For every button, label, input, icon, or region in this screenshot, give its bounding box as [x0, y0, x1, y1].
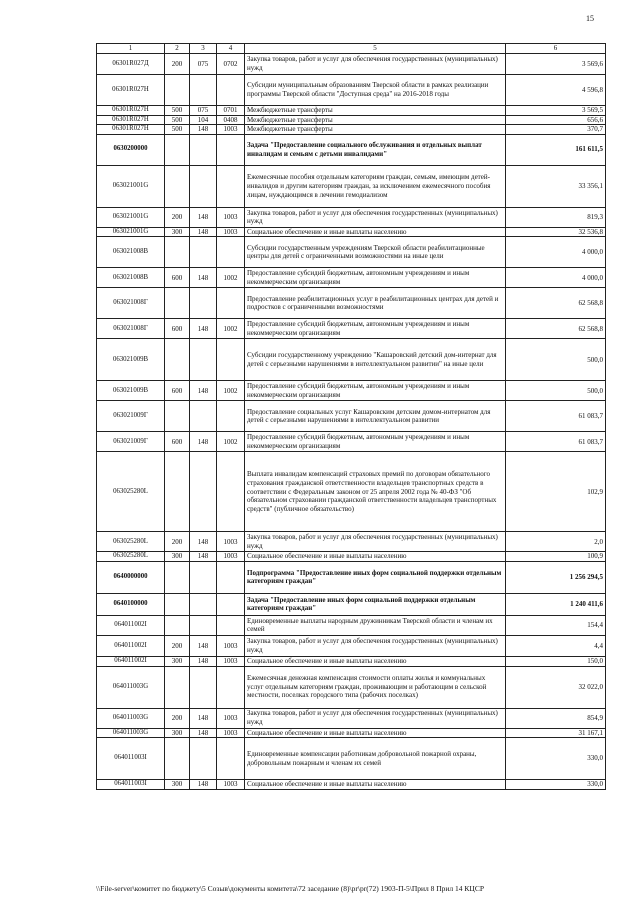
amount-cell: 3 569,5 [506, 106, 606, 116]
section-code-cell [217, 738, 245, 780]
expense-type-code-cell [165, 134, 190, 165]
ministry-code-cell: 148 [190, 780, 217, 790]
item-name-cell: Социальное обеспечение и иные выплаты населению [245, 656, 506, 666]
table-row [97, 728, 606, 738]
table-row [97, 432, 606, 452]
classification-code-cell: 063025280L [97, 552, 165, 562]
table-row [97, 532, 606, 552]
section-code-cell [217, 75, 245, 106]
classification-code-cell: 06301R027Н [97, 115, 165, 125]
item-name-cell: Ежемесячные пособия отдельным категориям граждан, семьям, имеющим детей-инвалидов и другим категориям граждан, за исключением ежемесячного пособия лицам, нуждающимся в лечении гемодиализом [245, 165, 506, 207]
section-code-cell [217, 288, 245, 319]
table-row [97, 780, 606, 790]
classification-code-cell: 063021009В [97, 381, 165, 401]
section-code-cell: 1002 [217, 381, 245, 401]
item-name-cell: Закупка товаров, работ и услуг для обеспечения государственных (муниципальных) нужд [245, 635, 506, 656]
item-name-cell: Ежемесячная денежная компенсация стоимости оплаты жилья и коммунальных услуг отдельным категориям граждан, проживающим и работающим в сельской местности, поселках городского типа (рабочих поселках) [245, 666, 506, 708]
amount-cell: 102,9 [506, 452, 606, 532]
amount-cell: 1 256 294,5 [506, 561, 606, 593]
table-row [97, 288, 606, 319]
expense-type-code-cell: 200 [165, 708, 190, 728]
item-name-cell: Единовременные компенсации работникам добровольной пожарной охраны, добровольным пожарным и членам их семей [245, 738, 506, 780]
item-name-cell: Субсидии государственным учреждениям Тверской области реабилитационные центры для детей с ограниченными возможностями на иные цели [245, 237, 506, 268]
section-code-cell: 0408 [217, 115, 245, 125]
table-row [97, 268, 606, 288]
table-row [97, 237, 606, 268]
section-code-cell: 1002 [217, 432, 245, 452]
section-code-cell [217, 593, 245, 615]
classification-code-cell: 063021008В [97, 237, 165, 268]
ministry-code-cell: 148 [190, 708, 217, 728]
expense-type-code-cell [165, 401, 190, 432]
amount-cell: 154,4 [506, 615, 606, 635]
classification-code-cell: 06301R027Н [97, 106, 165, 116]
item-name-cell: Предоставление субсидий бюджетным, автономным учреждениям и иным некоммерческим организациям [245, 381, 506, 401]
expense-type-code-cell: 200 [165, 532, 190, 552]
expense-type-code-cell [165, 165, 190, 207]
header-col-5: 5 [245, 44, 506, 54]
item-name-cell: Межбюджетные трансферты [245, 115, 506, 125]
table-row [97, 207, 606, 227]
ministry-code-cell: 148 [190, 227, 217, 237]
classification-code-cell: 064011003I [97, 738, 165, 780]
table-row [97, 54, 606, 75]
table-row [97, 227, 606, 237]
expense-type-code-cell [165, 666, 190, 708]
classification-code-cell: 064011003G [97, 728, 165, 738]
expense-type-code-cell: 500 [165, 125, 190, 135]
ministry-code-cell: 148 [190, 432, 217, 452]
ministry-code-cell [190, 452, 217, 532]
ministry-code-cell: 075 [190, 54, 217, 75]
section-code-cell: 1003 [217, 635, 245, 656]
table-row [97, 339, 606, 381]
table-row [97, 615, 606, 635]
item-name-cell: Субсидии государственному учреждению "Кашаровский детский дом-интернат для детей с серьезными нарушениями в интеллектуальном развитии" на иные цели [245, 339, 506, 381]
ministry-code-cell [190, 666, 217, 708]
item-name-cell: Закупка товаров, работ и услуг для обеспечения государственных (муниципальных) нужд [245, 532, 506, 552]
amount-cell: 161 611,5 [506, 134, 606, 165]
expense-type-code-cell: 500 [165, 106, 190, 116]
expense-type-code-cell: 600 [165, 268, 190, 288]
item-name-cell: Предоставление субсидий бюджетным, автономным учреждениям и иным некоммерческим организациям [245, 268, 506, 288]
amount-cell: 2,0 [506, 532, 606, 552]
section-code-cell [217, 339, 245, 381]
table-row [97, 656, 606, 666]
expense-type-code-cell: 600 [165, 432, 190, 452]
ministry-code-cell: 148 [190, 532, 217, 552]
section-code-cell: 0701 [217, 106, 245, 116]
expense-type-code-cell: 200 [165, 54, 190, 75]
section-code-cell: 1002 [217, 268, 245, 288]
classification-code-cell: 063021009Г [97, 432, 165, 452]
table-row [97, 635, 606, 656]
classification-code-cell: 064011003I [97, 780, 165, 790]
item-name-cell: Предоставление реабилитационных услуг в реабилитационных центрах для детей и подростков с ограниченными возможностями [245, 288, 506, 319]
page-number: 15 [586, 14, 594, 23]
amount-cell: 33 356,1 [506, 165, 606, 207]
expense-type-code-cell: 300 [165, 552, 190, 562]
expense-type-code-cell [165, 452, 190, 532]
classification-code-cell: 0630200000 [97, 134, 165, 165]
section-code-cell [217, 615, 245, 635]
item-name-cell: Закупка товаров, работ и услуг для обеспечения государственных (муниципальных) нужд [245, 708, 506, 728]
item-name-cell: Предоставление субсидий бюджетным, автономным учреждениям и иным некоммерческим организациям [245, 432, 506, 452]
classification-code-cell: 063021001G [97, 207, 165, 227]
section-code-cell [217, 237, 245, 268]
section-code-cell: 1003 [217, 227, 245, 237]
header-col-6: 6 [506, 44, 606, 54]
ministry-code-cell [190, 593, 217, 615]
section-code-cell [217, 165, 245, 207]
amount-cell: 62 568,8 [506, 288, 606, 319]
section-code-cell: 1003 [217, 708, 245, 728]
section-code-cell [217, 452, 245, 532]
item-name-cell: Единовременные выплаты народным дружинникам Тверской области и членам их семей [245, 615, 506, 635]
expense-type-code-cell [165, 237, 190, 268]
item-name-cell: Закупка товаров, работ и услуг для обеспечения государственных (муниципальных) нужд [245, 207, 506, 227]
expense-type-code-cell [165, 561, 190, 593]
table-row [97, 165, 606, 207]
ministry-code-cell [190, 165, 217, 207]
classification-code-cell: 0640100000 [97, 593, 165, 615]
amount-cell: 32 536,8 [506, 227, 606, 237]
header-col-3: 3 [190, 44, 217, 54]
table-row [97, 561, 606, 593]
item-name-cell: Социальное обеспечение и иные выплаты населению [245, 728, 506, 738]
expense-type-code-cell: 300 [165, 728, 190, 738]
section-code-cell [217, 561, 245, 593]
classification-code-cell: 064011002I [97, 635, 165, 656]
amount-cell: 62 568,8 [506, 319, 606, 339]
amount-cell: 500,0 [506, 339, 606, 381]
item-name-cell: Закупка товаров, работ и услуг для обеспечения государственных (муниципальных) нужд [245, 54, 506, 75]
amount-cell: 819,3 [506, 207, 606, 227]
ministry-code-cell: 148 [190, 381, 217, 401]
table-row [97, 401, 606, 432]
amount-cell: 3 569,6 [506, 54, 606, 75]
ministry-code-cell [190, 339, 217, 381]
classification-code-cell: 06301R027Н [97, 125, 165, 135]
expense-type-code-cell: 600 [165, 319, 190, 339]
amount-cell: 854,9 [506, 708, 606, 728]
table-row [97, 381, 606, 401]
amount-cell: 1 240 411,6 [506, 593, 606, 615]
ministry-code-cell [190, 134, 217, 165]
amount-cell: 32 022,0 [506, 666, 606, 708]
expense-type-code-cell: 200 [165, 207, 190, 227]
item-name-cell: Социальное обеспечение и иные выплаты населению [245, 227, 506, 237]
expense-type-code-cell [165, 75, 190, 106]
section-code-cell [217, 666, 245, 708]
amount-cell: 370,7 [506, 125, 606, 135]
table-row [97, 134, 606, 165]
ministry-code-cell: 148 [190, 552, 217, 562]
table-row [97, 708, 606, 728]
section-code-cell: 1003 [217, 780, 245, 790]
amount-cell: 61 083,7 [506, 401, 606, 432]
section-code-cell: 1003 [217, 125, 245, 135]
ministry-code-cell [190, 401, 217, 432]
ministry-code-cell: 075 [190, 106, 217, 116]
classification-code-cell: 06301R027Н [97, 75, 165, 106]
table-row [97, 319, 606, 339]
item-name-cell: Субсидии муниципальным образованиям Тверской области в рамках реализации программы Тверской области "Доступная среда" на 2016-2018 годы [245, 75, 506, 106]
budget-table [96, 43, 606, 790]
expense-type-code-cell: 300 [165, 227, 190, 237]
ministry-code-cell: 148 [190, 319, 217, 339]
ministry-code-cell [190, 615, 217, 635]
ministry-code-cell: 148 [190, 728, 217, 738]
ministry-code-cell: 148 [190, 125, 217, 135]
table-row [97, 738, 606, 780]
amount-cell: 330,0 [506, 780, 606, 790]
table-row [97, 666, 606, 708]
item-name-cell: Межбюджетные трансферты [245, 106, 506, 116]
ministry-code-cell [190, 75, 217, 106]
item-name-cell: Задача "Предоставление социального обслуживания и отдельных выплат инвалидам и семьям с детьми инвалидами" [245, 134, 506, 165]
ministry-code-cell [190, 738, 217, 780]
item-name-cell: Выплата инвалидам компенсаций страховых премий по договорам обязательного страхования гражданской ответственности владельцев транспортных средств в соответствии с Федеральным законом от 25 апреля 2002 года № 40-ФЗ "Об обязательном страховании гражданской ответственности владельцев транспортных средств" (публичное обязательство) [245, 452, 506, 532]
table-row [97, 106, 606, 116]
classification-code-cell: 063021008Г [97, 319, 165, 339]
classification-code-cell: 063021008Г [97, 288, 165, 319]
ministry-code-cell: 148 [190, 635, 217, 656]
expense-type-code-cell [165, 288, 190, 319]
expense-type-code-cell: 300 [165, 656, 190, 666]
item-name-cell: Подпрограмма "Предоставление иных форм социальной поддержки отдельным категориям граждан" [245, 561, 506, 593]
item-name-cell: Межбюджетные трансферты [245, 125, 506, 135]
table-row [97, 552, 606, 562]
table-row [97, 115, 606, 125]
classification-code-cell: 064011003G [97, 708, 165, 728]
header-col-2: 2 [165, 44, 190, 54]
amount-cell: 500,0 [506, 381, 606, 401]
classification-code-cell: 063021001G [97, 165, 165, 207]
ministry-code-cell: 148 [190, 268, 217, 288]
amount-cell: 31 167,1 [506, 728, 606, 738]
header-col-4: 4 [217, 44, 245, 54]
classification-code-cell: 064011003G [97, 666, 165, 708]
classification-code-cell: 063025280L [97, 452, 165, 532]
ministry-code-cell [190, 288, 217, 319]
table-row [97, 125, 606, 135]
amount-cell: 100,9 [506, 552, 606, 562]
classification-code-cell: 06301R027Д [97, 54, 165, 75]
ministry-code-cell [190, 237, 217, 268]
amount-cell: 150,0 [506, 656, 606, 666]
section-code-cell: 1003 [217, 552, 245, 562]
section-code-cell: 1003 [217, 207, 245, 227]
classification-code-cell: 063021001G [97, 227, 165, 237]
ministry-code-cell [190, 561, 217, 593]
item-name-cell: Социальное обеспечение и иные выплаты населению [245, 780, 506, 790]
amount-cell: 4,4 [506, 635, 606, 656]
expense-type-code-cell: 300 [165, 780, 190, 790]
table-header-row [97, 44, 606, 54]
table-row [97, 452, 606, 532]
amount-cell: 61 083,7 [506, 432, 606, 452]
section-code-cell [217, 401, 245, 432]
section-code-cell: 1003 [217, 656, 245, 666]
expense-type-code-cell [165, 339, 190, 381]
classification-code-cell: 063025280L [97, 532, 165, 552]
section-code-cell: 1003 [217, 728, 245, 738]
amount-cell: 4 596,8 [506, 75, 606, 106]
expense-type-code-cell [165, 615, 190, 635]
expense-type-code-cell [165, 593, 190, 615]
item-name-cell: Социальное обеспечение и иные выплаты населению [245, 552, 506, 562]
ministry-code-cell: 104 [190, 115, 217, 125]
classification-code-cell: 063021009Г [97, 401, 165, 432]
amount-cell: 4 000,0 [506, 268, 606, 288]
classification-code-cell: 063021008В [97, 268, 165, 288]
section-code-cell: 1003 [217, 532, 245, 552]
expense-type-code-cell: 200 [165, 635, 190, 656]
item-name-cell: Задача "Предоставление иных форм социальной поддержки отдельным категориям граждан" [245, 593, 506, 615]
expense-type-code-cell: 500 [165, 115, 190, 125]
expense-type-code-cell [165, 738, 190, 780]
item-name-cell: Предоставление субсидий бюджетным, автономным учреждениям и иным некоммерческим организациям [245, 319, 506, 339]
ministry-code-cell: 148 [190, 656, 217, 666]
amount-cell: 330,0 [506, 738, 606, 780]
item-name-cell: Предоставление социальных услуг Кашаровским детским домом-интернатом для детей с серьезными нарушениями в интеллектуальном развитии [245, 401, 506, 432]
section-code-cell: 0702 [217, 54, 245, 75]
file-path-footer: \\File-server\комитет по бюджету\5 Созыв\документы комитета\72 заседание (8)\рr\рr(72) 1903-П-5\Прил 8 Прил 14 КЦСР [96, 884, 485, 893]
ministry-code-cell: 148 [190, 207, 217, 227]
table-row [97, 593, 606, 615]
classification-code-cell: 064011002I [97, 656, 165, 666]
classification-code-cell: 0640000000 [97, 561, 165, 593]
table-row [97, 75, 606, 106]
classification-code-cell: 063021009В [97, 339, 165, 381]
amount-cell: 4 000,0 [506, 237, 606, 268]
amount-cell: 656,6 [506, 115, 606, 125]
section-code-cell: 1002 [217, 319, 245, 339]
header-col-1: 1 [97, 44, 165, 54]
classification-code-cell: 064011002I [97, 615, 165, 635]
section-code-cell [217, 134, 245, 165]
expense-type-code-cell: 600 [165, 381, 190, 401]
